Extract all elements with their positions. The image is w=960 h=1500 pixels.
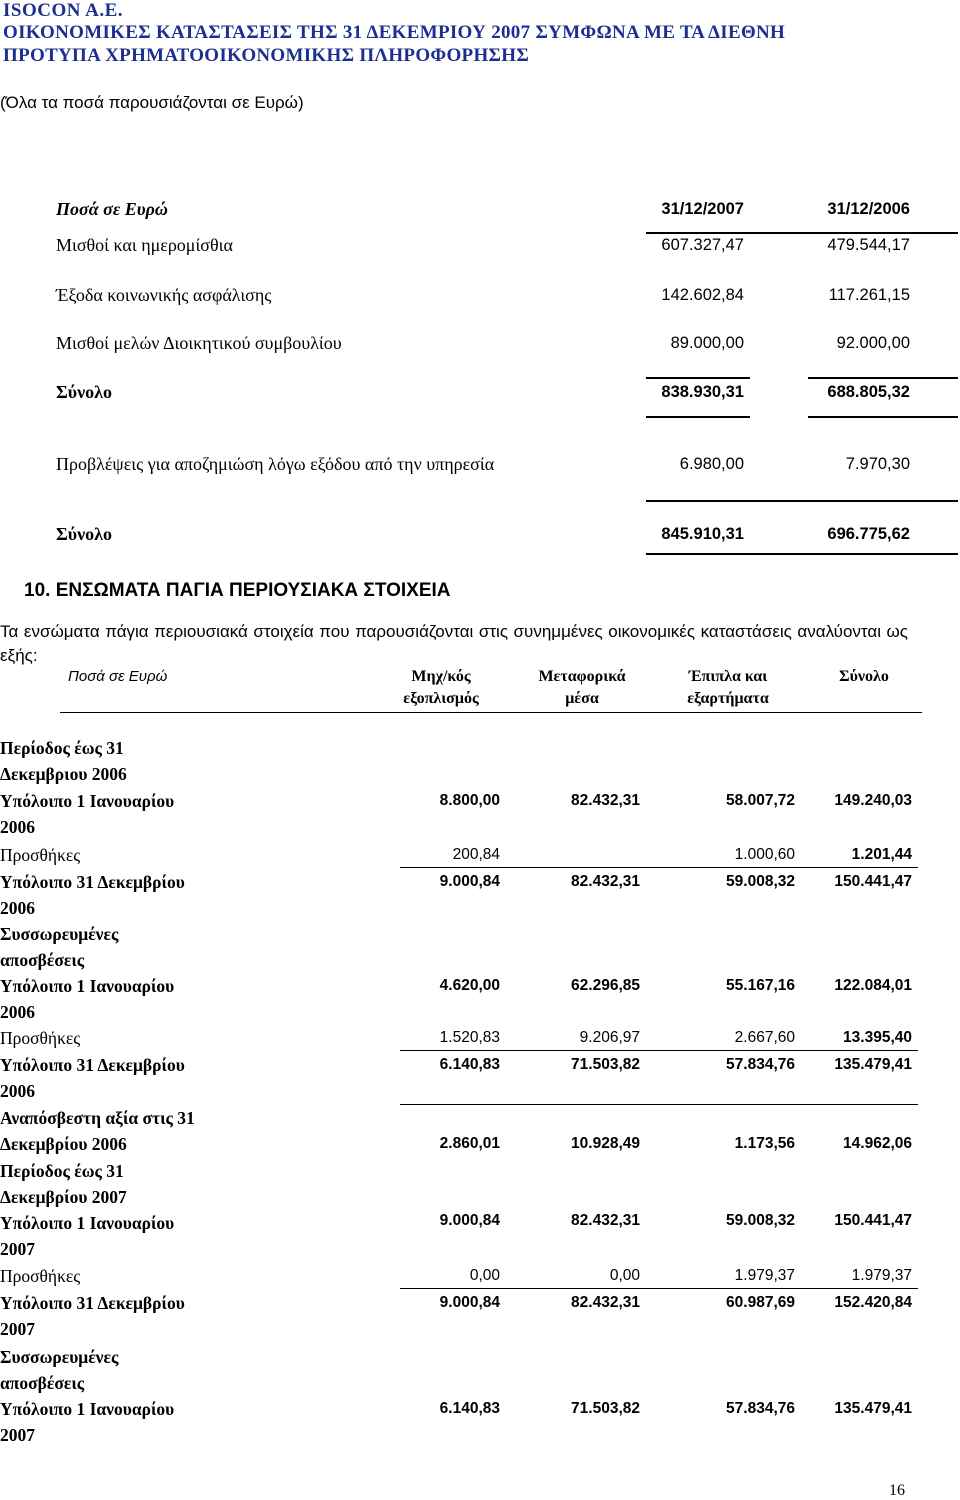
cell-total: 14.962,06 [843, 1135, 912, 1152]
cell-furniture: 57.834,76 [726, 1400, 795, 1417]
row-label-line1: Υπόλοιπο 1 Ιανουαρίου [0, 1399, 175, 1419]
row-label-line2: αποσβέσεις [0, 1373, 85, 1393]
company-name: ISOCON A.E. [3, 0, 124, 21]
row-label-line1: Υπόλοιπο 31 Δεκεμβρίου [0, 872, 185, 892]
payroll-row-label: Έξοδα κοινωνικής ασφάλισης [56, 285, 272, 305]
cell-machinery: 6.140,83 [439, 1056, 500, 1073]
cell-furniture: 58.007,72 [726, 792, 795, 809]
cell-transport: 82.432,31 [571, 1294, 640, 1311]
page-number: 16 [889, 1482, 905, 1499]
payroll-header-rule [646, 232, 958, 234]
col-furniture-line1: Έπιπλα και [688, 668, 768, 685]
cell-transport: 10.928,49 [571, 1135, 640, 1152]
cell-furniture: 1.979,37 [734, 1267, 795, 1284]
cell-machinery: 1.520,83 [439, 1029, 500, 1046]
row-label-line2: 2007 [0, 1425, 35, 1445]
cell-machinery: 9.000,84 [439, 873, 500, 890]
cell-furniture: 57.834,76 [726, 1056, 795, 1073]
payroll-row-2007: 89.000,00 [670, 334, 744, 352]
cell-transport: 62.296,85 [571, 977, 640, 994]
payroll-row-2007: 838.930,31 [661, 383, 744, 401]
cell-furniture: 59.008,32 [726, 873, 795, 890]
cell-total: 150.441,47 [834, 1212, 912, 1229]
row-label-line2: 2006 [0, 1081, 35, 1101]
cell-total: 1.979,37 [851, 1267, 912, 1284]
row-label-line1: Προσθήκες [0, 1028, 81, 1048]
cell-furniture: 59.008,32 [726, 1212, 795, 1229]
row-label-line2: 2006 [0, 1002, 35, 1022]
payroll-row-label: Μισθοί και ημερομίσθια [56, 235, 233, 255]
payroll-total-rule-2006 [808, 416, 958, 418]
row-label-line2: Δεκεμβριου 2006 [0, 764, 127, 784]
cell-machinery: 200,84 [452, 846, 500, 863]
row-label-line1: Περίοδος έως 31 [0, 738, 124, 758]
row-label-line1: Υπόλοιπο 31 Δεκεμβρίου [0, 1055, 185, 1075]
payroll-row-label: Μισθοί μελών Διοικητικού συμβουλίου [56, 333, 342, 353]
col-transport-line1: Μεταφορικά [538, 668, 626, 685]
row-label-line2: 2007 [0, 1319, 35, 1339]
payroll-row-2007: 607.327,47 [661, 236, 744, 254]
row-label-line1: Προσθήκες [0, 845, 81, 865]
cell-furniture: 2.667,60 [734, 1029, 795, 1046]
payroll-row-label: Σύνολο [56, 382, 112, 402]
report-title-line-1: ΟΙΚΟΝΟΜΙΚΕΣ ΚΑΤΑΣΤΑΣΕΙΣ ΤΗΣ 31 ΔΕΚΕΜΡΙΟΥ 2007 ΣΥΜΦΩΝΑ ΜΕ ΤΑ ΔΙΕΘΝΗ [3, 22, 786, 43]
assets-label-header: Ποσά σε Ευρώ [68, 668, 168, 685]
cell-furniture: 60.987,69 [726, 1294, 795, 1311]
payroll-row-2007: 845.910,31 [661, 525, 744, 543]
row-label-line1: Υπόλοιπο 1 Ιανουαρίου [0, 791, 175, 811]
col-machinery-line1: Μηχ/κός [411, 668, 471, 685]
row-label-line2: αποσβέσεις [0, 950, 85, 970]
section-title: 10. ΕΝΣΩΜΑΤΑ ΠΑΓΙΑ ΠΕΡΙΟΥΣΙΑΚΑ ΣΤΟΙΧΕΙΑ [24, 580, 451, 601]
nbv-rule [400, 1104, 918, 1105]
cell-total: 13.395,40 [843, 1029, 912, 1046]
subtotal-rule [400, 1288, 918, 1289]
row-label-line1: Συσσωρευμένες [0, 1347, 119, 1367]
payroll-row-label: Σύνολο [56, 524, 112, 544]
assets-header-rule [60, 712, 922, 713]
cell-furniture: 1.000,60 [734, 846, 795, 863]
payroll-subtotal-rule-2007 [646, 377, 750, 379]
row-label-line1: Υπόλοιπο 1 Ιανουαρίου [0, 1213, 175, 1233]
cell-machinery: 0,00 [469, 1267, 500, 1284]
payroll-row-2006: 479.544,17 [827, 236, 910, 254]
cell-transport: 71.503,82 [571, 1400, 640, 1417]
section-paragraph: Τα ενσώματα πάγια περιουσιακά στοιχεία που παρουσιάζονται στις συνημμένες οικονομικές καταστάσεις αναλύονται ως εξής: [0, 622, 908, 665]
cell-total: 152.420,84 [834, 1294, 912, 1311]
subtotal-rule [400, 1050, 918, 1051]
cell-transport: 82.432,31 [571, 792, 640, 809]
payroll-grandtotal-rule-top [646, 500, 958, 502]
row-label-line2: Δεκεμβρίου 2007 [0, 1187, 127, 1207]
cell-total: 1.201,44 [851, 846, 912, 863]
row-label-line2: Δεκεμβρίου 2006 [0, 1134, 127, 1154]
cell-transport: 0,00 [609, 1267, 640, 1284]
col-transport-line2: μέσα [565, 690, 599, 707]
cell-total: 150.441,47 [834, 873, 912, 890]
cell-total: 122.084,01 [834, 977, 912, 994]
cell-machinery: 9.000,84 [439, 1294, 500, 1311]
currency-note: (Όλα τα ποσά παρουσιάζονται σε Ευρώ) [0, 93, 304, 112]
cell-machinery: 6.140,83 [439, 1400, 500, 1417]
payroll-total-rule-2007 [646, 416, 750, 418]
payroll-row-2006: 7.970,30 [845, 455, 910, 473]
payroll-grandtotal-rule-bottom [646, 553, 958, 555]
payroll-col-2007: 31/12/2007 [661, 200, 744, 218]
cell-transport: 9.206,97 [579, 1029, 640, 1046]
payroll-row-2007: 6.980,00 [679, 455, 744, 473]
row-label-line2: 2006 [0, 898, 35, 918]
cell-total: 135.479,41 [834, 1400, 912, 1417]
payroll-col-2006: 31/12/2006 [827, 200, 910, 218]
cell-total: 149.240,03 [834, 792, 912, 809]
payroll-subtotal-rule-2006 [808, 377, 958, 379]
row-label-line1: Προσθήκες [0, 1266, 81, 1286]
payroll-row-2006: 696.775,62 [827, 525, 910, 543]
row-label-line1: Περίοδος έως 31 [0, 1161, 124, 1181]
payroll-row-2007: 142.602,84 [661, 286, 744, 304]
cell-transport: 82.432,31 [571, 1212, 640, 1229]
row-label-line1: Συσσωρευμένες [0, 924, 119, 944]
report-title-line-2: ΠΡΟΤΥΠΑ ΧΡΗΜΑΤΟΟΙΚΟΝΟΜΙΚΗΣ ΠΛΗΡΟΦΟΡΗΣΗΣ [3, 45, 530, 66]
cell-total: 135.479,41 [834, 1056, 912, 1073]
row-label-line1: Υπόλοιπο 1 Ιανουαρίου [0, 976, 175, 996]
cell-furniture: 1.173,56 [734, 1135, 795, 1152]
payroll-row-label: Προβλέψεις για αποζημιώση λόγω εξόδου από την υπηρεσία [56, 454, 495, 474]
cell-transport: 71.503,82 [571, 1056, 640, 1073]
cell-machinery: 4.620,00 [439, 977, 500, 994]
col-furniture-line2: εξαρτήματα [687, 690, 769, 707]
cell-machinery: 9.000,84 [439, 1212, 500, 1229]
row-label-line1: Αναπόσβεστη αξία στις 31 [0, 1108, 195, 1128]
payroll-row-2006: 92.000,00 [836, 334, 910, 352]
cell-furniture: 55.167,16 [726, 977, 795, 994]
cell-machinery: 8.800,00 [439, 792, 500, 809]
cell-transport: 82.432,31 [571, 873, 640, 890]
col-total: Σύνολο [839, 668, 889, 685]
row-label-line1: Υπόλοιπο 31 Δεκεμβρίου [0, 1293, 185, 1313]
subtotal-rule [400, 867, 918, 868]
payroll-row-2006: 688.805,32 [827, 383, 910, 401]
row-label-line2: 2007 [0, 1239, 35, 1259]
cell-machinery: 2.860,01 [439, 1135, 500, 1152]
payroll-row-2006: 117.261,15 [828, 286, 910, 304]
payroll-label-header: Ποσά σε Ευρώ [56, 199, 168, 219]
col-machinery-line2: εξοπλισμός [403, 690, 479, 707]
row-label-line2: 2006 [0, 817, 35, 837]
